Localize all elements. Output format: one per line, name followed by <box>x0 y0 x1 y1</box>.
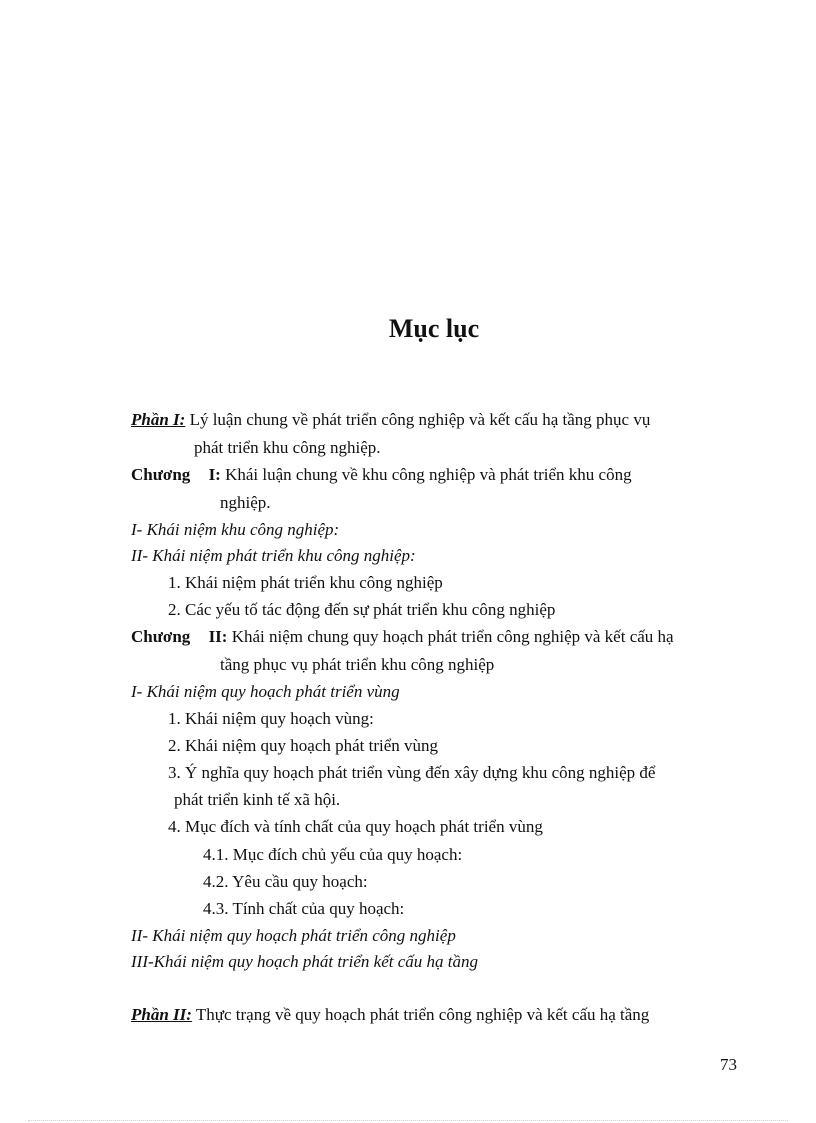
chapter-2-label: Chương <box>131 627 191 646</box>
toc-item: 4. Mục đích và tính chất của quy hoạch phát triển vùng <box>168 817 543 836</box>
part-1-text: Lý luận chung về phát triển công nghiệp và kết cấu hạ tầng phục vụ <box>189 410 651 429</box>
toc-part-1 <box>131 410 650 430</box>
toc-subitem: 4.3. Tính chất của quy hoạch: <box>203 899 405 918</box>
toc-part-2 <box>131 1005 649 1025</box>
chapter-1-label: Chương <box>131 465 191 484</box>
chapter-1-text: Khái luận chung về khu công nghiệp và phát triển khu công <box>225 465 632 484</box>
chapter-1-continuation: nghiệp. <box>220 493 271 512</box>
toc-item: 3. Ý nghĩa quy hoạch phát triển vùng đến xây dựng khu công nghiệp để <box>168 763 656 782</box>
toc-section: II- Khái niệm phát triển khu công nghiệp: <box>131 546 416 565</box>
toc-section: I- Khái niệm khu công nghiệp: <box>131 520 340 539</box>
page-number: 73 <box>720 1055 737 1074</box>
toc-section: III-Khái niệm quy hoạch phát triển kết cấu hạ tầng <box>131 952 479 971</box>
chapter-2-continuation: tầng phục vụ phát triển khu công nghiệp <box>220 655 495 674</box>
toc-subitem: 4.1. Mục đích chủ yếu của quy hoạch: <box>203 845 463 864</box>
chapter-2-text: Khái niệm chung quy hoạch phát triển công nghiệp và kết cấu hạ <box>231 627 674 646</box>
toc-chapter-1 <box>131 465 632 485</box>
toc-item: 2. Khái niệm quy hoạch phát triển vùng <box>168 736 439 755</box>
toc-subitem: 4.2. Yêu cầu quy hoạch: <box>203 872 368 891</box>
toc-item-continuation: phát triển kinh tế xã hội. <box>174 790 341 809</box>
toc-section: I- Khái niệm quy hoạch phát triển vùng <box>131 682 400 701</box>
part-2-label: Phần II: <box>131 1005 192 1024</box>
part-1-label: Phần I: <box>131 410 186 429</box>
toc-item: 2. Các yếu tố tác động đến sự phát triển khu công nghiệp <box>168 600 556 619</box>
page-bottom-divider <box>28 1120 788 1121</box>
toc-title: Mục lục <box>388 314 480 343</box>
toc-chapter-2 <box>131 627 674 647</box>
toc-section: II- Khái niệm quy hoạch phát triển công nghiệp <box>131 926 456 945</box>
chapter-1-number: I: <box>208 465 221 484</box>
part-1-continuation: phát triển khu công nghiệp. <box>194 438 381 457</box>
part-2-text: Thực trạng về quy hoạch phát triển công nghiệp và kết cấu hạ tầng <box>195 1005 650 1024</box>
chapter-2-number: II: <box>208 627 228 646</box>
toc-item: 1. Khái niệm phát triển khu công nghiệp <box>168 573 443 592</box>
toc-item: 1. Khái niệm quy hoạch vùng: <box>168 709 374 728</box>
